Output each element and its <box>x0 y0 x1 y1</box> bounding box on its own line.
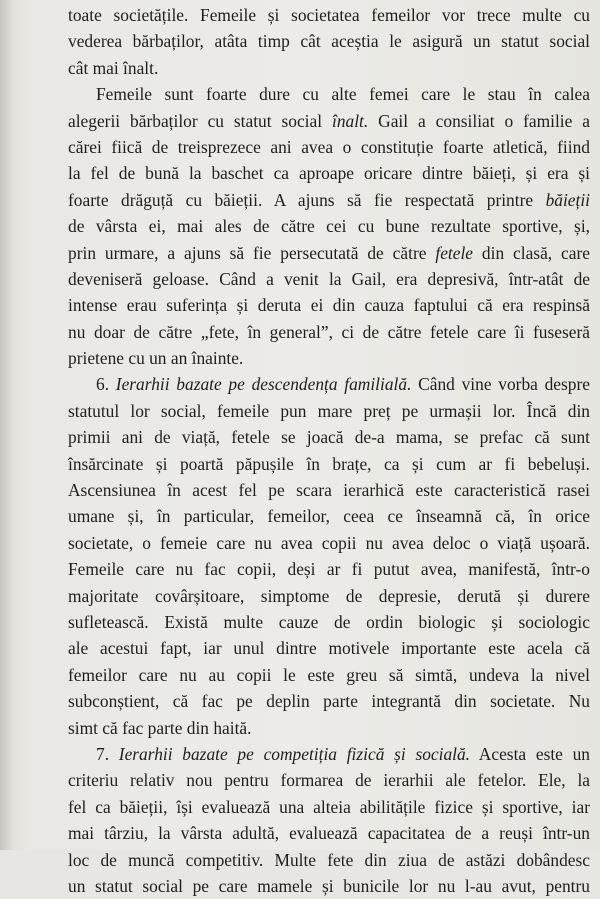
text-fragment: statutul lor social, femeile pun mare preț pe urmașii lor. Încă din <box>68 400 590 421</box>
text-line <box>68 741 590 767</box>
text-fragment: sufletească. Există multe cauze de ordin biologic și sociologic <box>68 611 590 632</box>
text-line <box>68 160 590 186</box>
text-line <box>68 398 590 424</box>
italic-text: Ierarhii bazate pe competiția fizică și socială. <box>118 743 471 764</box>
text-line <box>68 213 590 239</box>
text-line <box>68 583 590 609</box>
text-fragment: Ascensiunea în acest fel pe scara ierarhică este caracteristică rasei <box>68 480 590 501</box>
text-line <box>68 345 590 371</box>
text-line <box>68 794 590 820</box>
text-line <box>68 556 590 582</box>
text-fragment: toate societățile. Femeile și societatea femeilor vor trece multe cu <box>68 5 590 25</box>
text-fragment: prin urmare, a ajuns să fie persecutată de către <box>68 242 436 263</box>
text-fragment: însărcinate și poartă păpușile în brațe, ca și cum ar fi bebeluși. <box>68 453 590 474</box>
text-line <box>68 820 590 846</box>
italic-text: înalt. <box>332 110 369 131</box>
text-line <box>68 609 590 635</box>
body-text <box>68 2 590 899</box>
text-fragment: de vârsta ei, mai ales de către cei cu bune rezultate sportive, și, <box>68 216 590 237</box>
text-fragment: nu doar de către „fete, în general”, ci de către fetele care îi fuseseră <box>68 321 590 342</box>
text-line <box>68 635 590 661</box>
text-line <box>68 715 590 741</box>
text-line <box>68 451 590 477</box>
text-fragment: mai târziu, la vârsta adultă, evaluează capacitatea de a reuși într-un <box>68 823 590 844</box>
text-fragment: din clasă, care <box>473 242 590 263</box>
text-fragment: deveniseră geloase. Când a venit la Gail, era depresivă, într-atât de <box>68 268 590 289</box>
text-fragment: femeilor care nu au copii le este greu să simtă, undeva la nivel <box>68 664 590 685</box>
text-fragment: subconștient, că fac pe deplin parte integrantă din societate. Nu <box>68 691 590 712</box>
text-fragment: prietene cu un an înainte. <box>68 348 244 369</box>
text-line <box>68 873 590 899</box>
text-line <box>68 688 590 714</box>
text-line <box>68 477 590 503</box>
text-line <box>68 28 590 54</box>
text-line <box>68 108 590 134</box>
italic-text: fetele <box>435 242 474 263</box>
text-fragment: cărei fiică de treisprezece ani avea o constituție foarte atletică, fiind <box>68 136 590 157</box>
text-fragment: Femeile care nu fac copii, deși ar fi putut avea, manifestă, într-o <box>68 559 590 580</box>
text-fragment: Gail a consiliat o familie a <box>368 110 590 131</box>
text-line <box>68 2 590 28</box>
text-line <box>68 319 590 345</box>
text-line <box>68 134 590 160</box>
text-fragment: 6. <box>96 374 116 395</box>
text-fragment: primii ani de viață, fetele se joacă de-a mama, se prefac că sunt <box>68 427 590 448</box>
text-fragment: ale acestui fapt, iar unul dintre motivele importante este acela că <box>68 638 590 659</box>
text-fragment: Femeile sunt foarte dure cu alte femei care le stau în calea <box>96 84 590 105</box>
text-fragment: 7. <box>96 743 119 764</box>
text-line <box>68 292 590 318</box>
text-line <box>68 371 590 397</box>
text-line <box>68 81 590 107</box>
text-line <box>68 55 590 81</box>
text-fragment: majoritate covârșitoare, simptome de depresie, derută și durere <box>68 585 590 606</box>
text-fragment: loc de muncă competitiv. Multe fete din ziua de astăzi dobândesc <box>68 849 590 870</box>
text-fragment: la fel de bună la baschet ca aproape oricare dintre băieți, și era și <box>68 163 590 184</box>
text-fragment: Acesta este un <box>470 743 590 764</box>
text-line <box>68 240 590 266</box>
text-fragment: foarte drăguță cu băieții. A ajuns să fie respectată printre <box>68 189 546 210</box>
text-fragment: societate, o femeie care nu avea copii nu avea deloc o viață ușoară. <box>68 532 590 553</box>
text-fragment: umane și, în particular, femeilor, ceea ce înseamnă că, în orice <box>68 506 590 527</box>
text-line <box>68 187 590 213</box>
italic-text: Ierarhii bazate pe descendența familială. <box>115 374 412 395</box>
text-fragment: alegerii bărbaților cu statut social <box>68 110 332 131</box>
page-gutter-shadow <box>0 0 14 850</box>
text-fragment: un statut social pe care mamele și bunicile lor nu l-au avut, pentru <box>68 875 590 896</box>
text-fragment: Când vine vorba despre <box>411 374 590 395</box>
text-fragment: intense erau suferința și deruta ei din cauza faptului că era respinsă <box>68 295 590 316</box>
text-fragment: cât mai înalt. <box>68 57 159 78</box>
text-line <box>68 530 590 556</box>
italic-text: băieții <box>545 189 590 210</box>
text-fragment: fel ca băieții, își evaluează una alteia abilitățile fizice și sportive, iar <box>68 796 590 817</box>
text-line <box>68 503 590 529</box>
text-line <box>68 662 590 688</box>
text-fragment: vederea bărbaților, atâta timp cât aceștia le asigură un statut social <box>68 31 590 52</box>
text-fragment: simt că fac parte din haită. <box>68 717 252 738</box>
text-line <box>68 767 590 793</box>
text-line <box>68 847 590 873</box>
text-line <box>68 266 590 292</box>
text-line <box>68 424 590 450</box>
text-fragment: criteriu relativ nou pentru formarea de ierarhii ale fetelor. Ele, la <box>68 770 590 791</box>
